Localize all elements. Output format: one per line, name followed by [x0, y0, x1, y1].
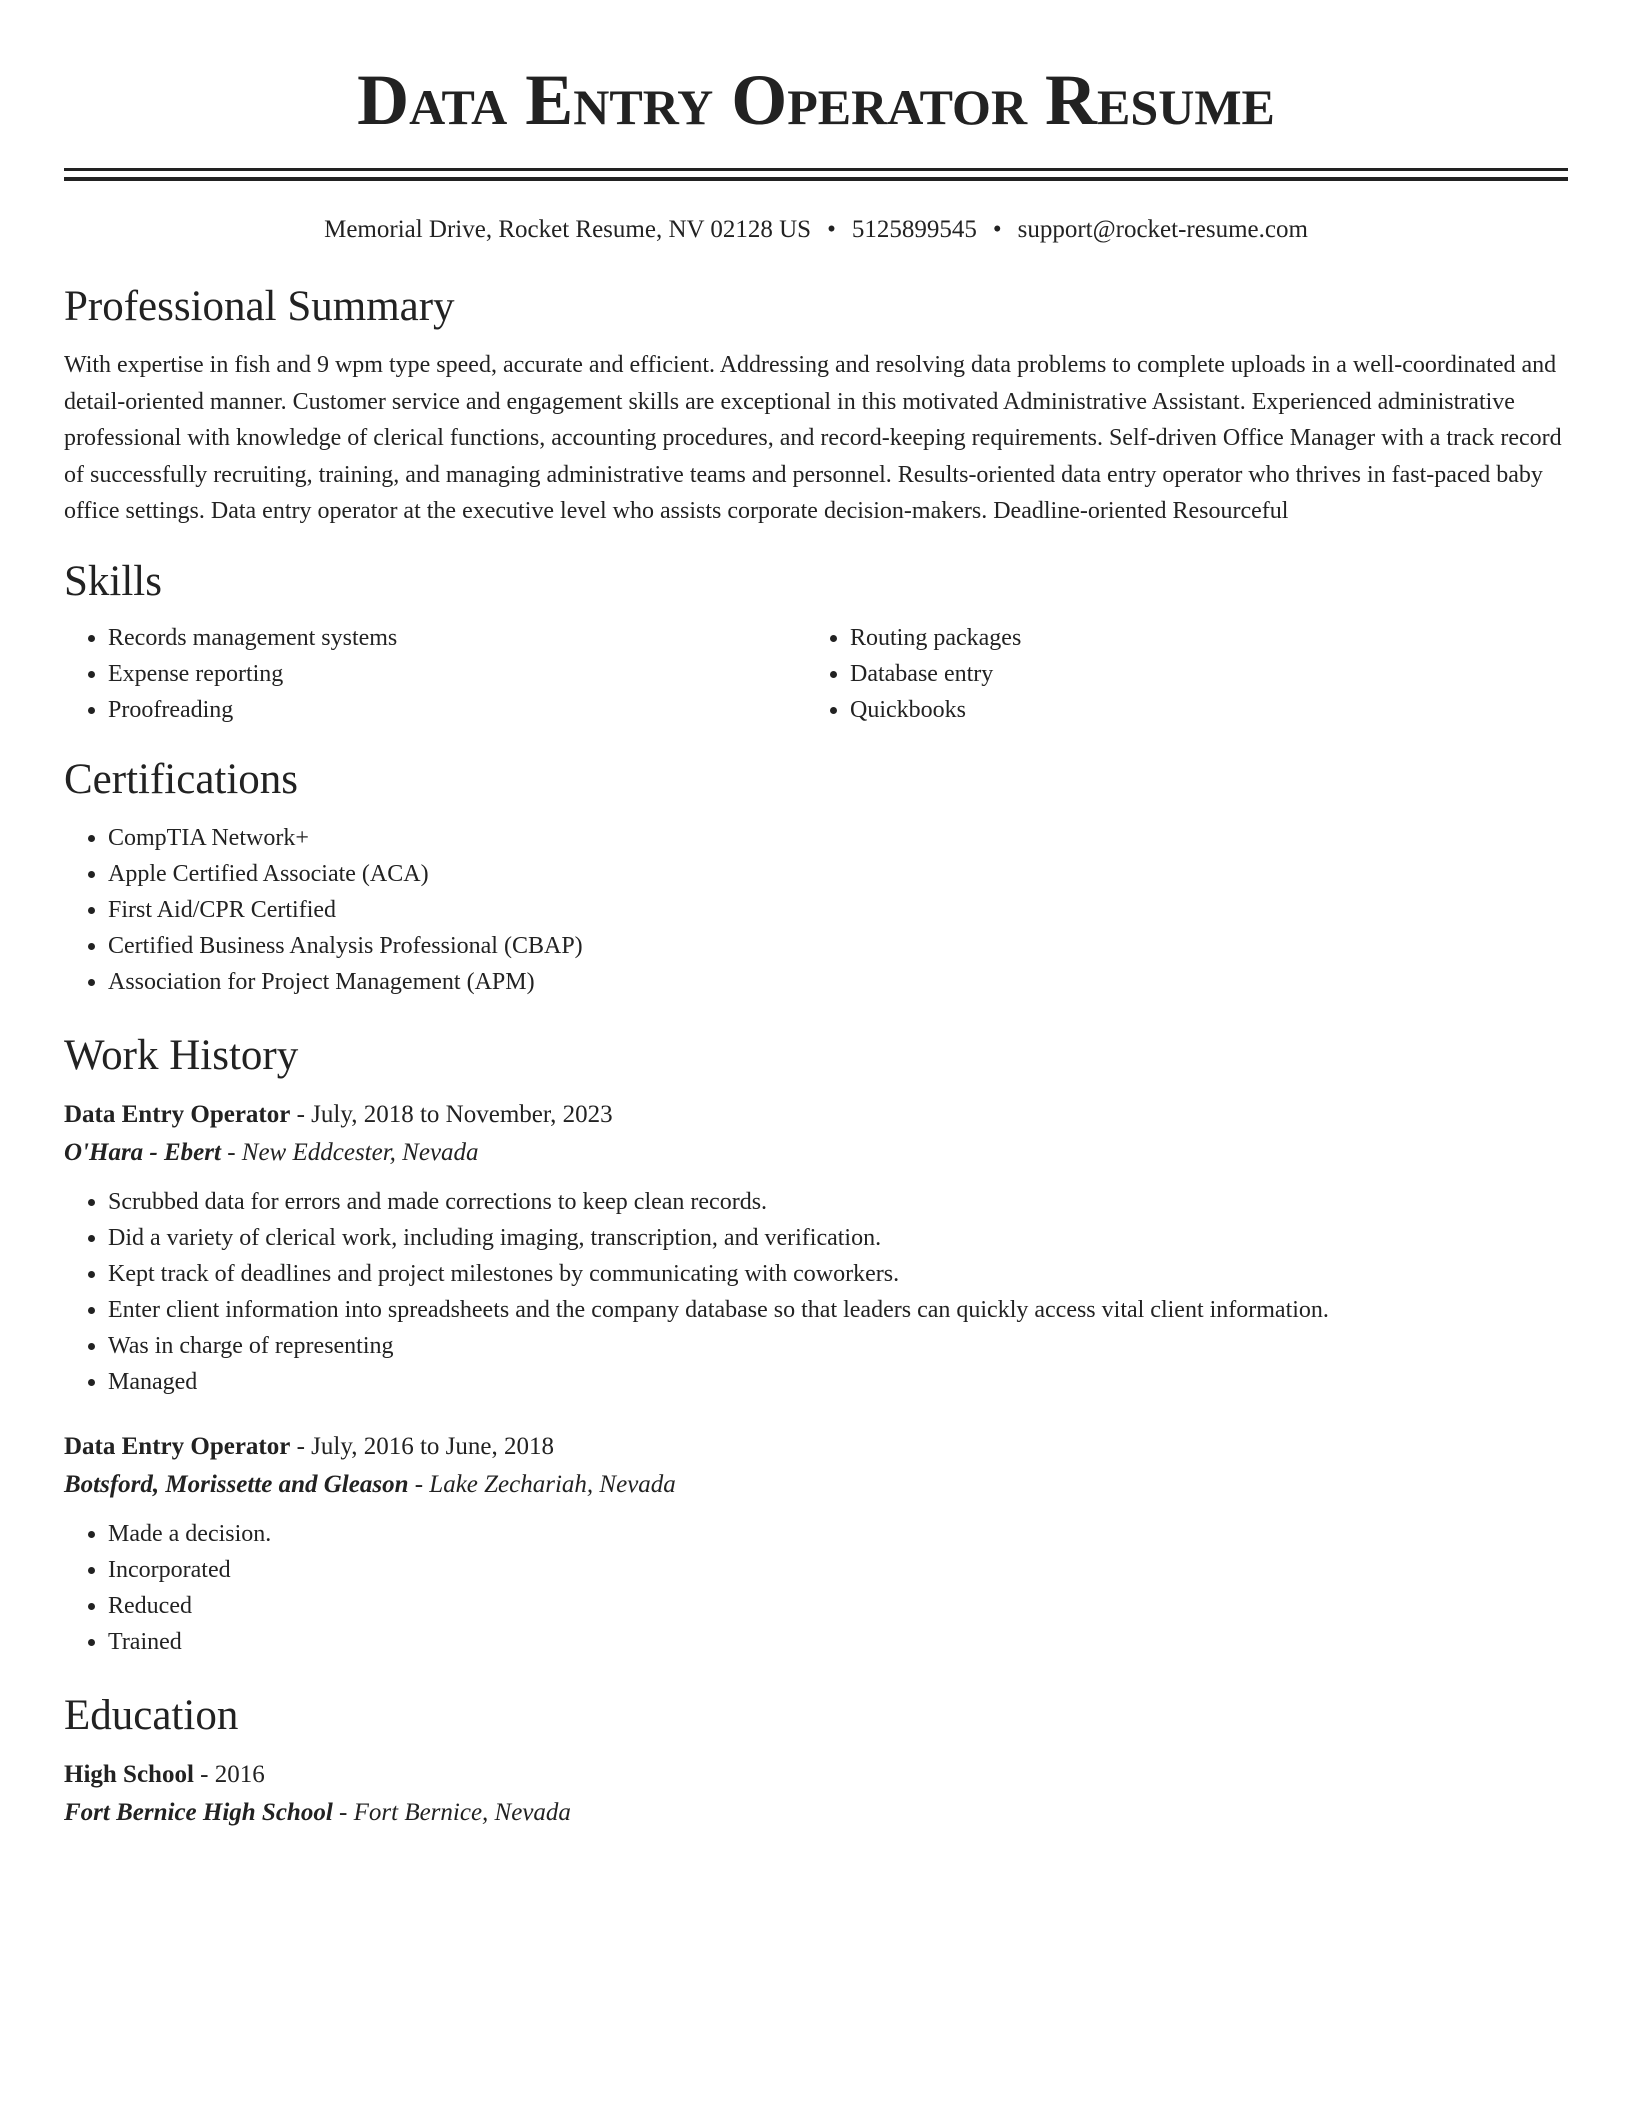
summary-text: With expertise in fish and 9 wpm type speed, accurate and efficient. Addressing and resolving data problems to complete uploads in a well-coordinated and detail-oriented manner. Customer service and engagement skills are exceptional in this motivated Administrative Assistant. Experienced administrative professional with knowledge of clerical functions, accounting procedures, and record-keeping requirements. Self-driven Office Manager with a track record of successfully recruiting, training, and managing administrative teams and personnel. Results-oriented data entry operator who thrives in fast-paced baby office settings. Data entry operator at the executive level who assists corporate decision-makers. Deadline-oriented Resourceful: [64, 352, 1562, 524]
skills-list-right: [806, 620, 1548, 728]
certifications-heading: Certifications: [64, 755, 299, 803]
education-entry: [64, 1756, 1568, 1832]
work-history-heading: Work History: [64, 1031, 299, 1079]
skill-item: • Expense reporting: [108, 656, 806, 692]
job-company-line: [64, 1466, 1568, 1504]
skills-column-right: [806, 620, 1548, 728]
contact-email: support@rocket-resume.com: [1017, 216, 1308, 243]
job-duty-item: • Made a decision.: [108, 1516, 1568, 1552]
skills-heading: Skills: [64, 557, 162, 605]
skills-list-left: [64, 620, 806, 728]
job-location: - Lake Zechariah, Nevada: [414, 1470, 676, 1498]
job-duties-list: [64, 1184, 1568, 1400]
certifications-list: [64, 820, 1568, 1000]
job-duties-list: [64, 1516, 1568, 1660]
skill-item: • Records management systems: [108, 620, 806, 656]
job-dates: - July, 2018 to November, 2023: [296, 1100, 613, 1128]
education-school: Fort Bernice High School: [64, 1798, 333, 1826]
job-title: Data Entry Operator: [64, 1100, 291, 1128]
contact-address: Memorial Drive, Rocket Resume, NV 02128 US: [324, 216, 812, 243]
job-entry: [64, 1096, 1568, 1400]
job-company-line: [64, 1134, 1568, 1172]
job-duty-item: • Managed: [108, 1364, 1568, 1400]
header-divider-thin: [64, 168, 1568, 171]
job-duty-item: • Was in charge of representing: [108, 1328, 1568, 1364]
education-year: - 2016: [200, 1760, 265, 1788]
contact-line: [64, 215, 1568, 245]
education-heading: Education: [64, 1691, 239, 1739]
summary-heading: Professional Summary: [64, 283, 455, 330]
job-entry: [64, 1428, 1568, 1660]
certification-item: • Certified Business Analysis Professional (CBAP): [108, 928, 1568, 964]
job-title-line: [64, 1096, 1568, 1134]
job-title: Data Entry Operator: [64, 1432, 291, 1460]
education-degree-line: [64, 1756, 1568, 1794]
skill-item: • Database entry: [850, 656, 1548, 692]
certification-item: • CompTIA Network+: [108, 820, 1568, 856]
job-company: O'Hara - Ebert: [64, 1138, 221, 1166]
job-duty-item: • Trained: [108, 1624, 1568, 1660]
skills-column-left: [64, 620, 806, 728]
job-duty-item: • Enter client information into spreadsheets and the company database so that leaders can quickly access vital client information.: [108, 1292, 1568, 1328]
certification-item: • Association for Project Management (APM): [108, 964, 1568, 1000]
job-duty-item: • Incorporated: [108, 1552, 1568, 1588]
education-school-line: [64, 1794, 1568, 1832]
contact-separator: •: [827, 216, 836, 243]
contact-separator: •: [992, 216, 1002, 243]
certification-item: • First Aid/CPR Certified: [108, 892, 1568, 928]
contact-phone: 5125899545: [851, 216, 977, 243]
skill-item: • Quickbooks: [850, 692, 1548, 728]
education-degree: High School: [64, 1760, 194, 1788]
job-duty-item: • Kept track of deadlines and project milestones by communicating with coworkers.: [108, 1256, 1568, 1292]
skills-grid: [64, 620, 1568, 728]
skill-item: • Proofreading: [108, 692, 806, 728]
skill-item: • Routing packages: [850, 620, 1548, 656]
job-dates: - July, 2016 to June, 2018: [296, 1432, 554, 1460]
job-duty-item: • Did a variety of clerical work, including imaging, transcription, and verification.: [108, 1220, 1568, 1256]
education-location: - Fort Bernice, Nevada: [339, 1798, 571, 1826]
header-divider-thick: [64, 177, 1568, 181]
job-title-line: [64, 1428, 1568, 1466]
resume-title: Data Entry Operator Resume: [357, 60, 1275, 140]
job-location: - New Eddcester, Nevada: [227, 1138, 479, 1166]
certification-item: • Apple Certified Associate (ACA): [108, 856, 1568, 892]
job-duty-item: • Reduced: [108, 1588, 1568, 1624]
job-company: Botsford, Morissette and Gleason: [64, 1470, 409, 1498]
job-duty-item: • Scrubbed data for errors and made corrections to keep clean records.: [108, 1184, 1568, 1220]
